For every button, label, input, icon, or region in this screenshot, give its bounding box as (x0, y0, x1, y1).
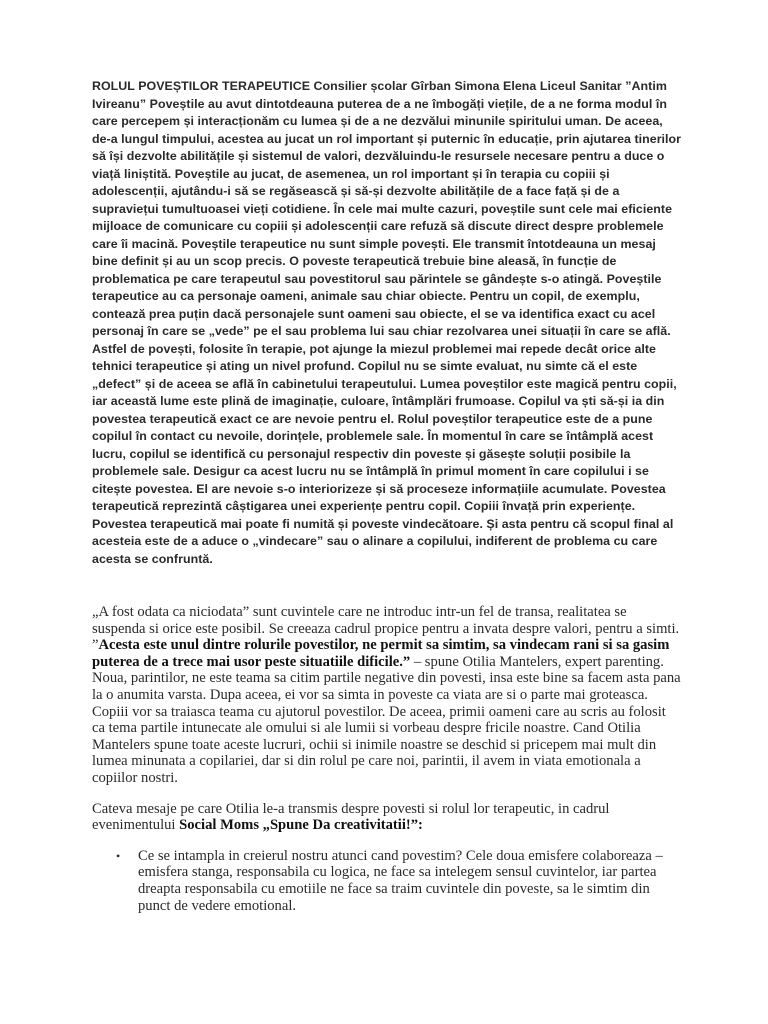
article-paragraph: ROLUL POVEȘTILOR TERAPEUTICE Consilier școlar Gîrban Simona Elena Liceul Sanitar ”Antim Ivireanu” Poveștile au avut dintotdeauna puterea de a ne îmbogăți viețile, de a ne forma modul în care percepem și interacționăm cu lumea și de a ne dezvălui minunile spiritului uman. De aceea, de-a lungul timpului, acestea au jucat un rol important și puternic în educație, prin ajutarea tinerilor să își dezvolte abilitățile și sistemul de valori, dezvăluindu-le resursele necesare pentru a duce o viață liniștită. Poveștile au jucat, de asemenea, un rol important și în terapia cu copiii și adolescenții, ajutându-i să se regăsească și să-și dezvolte abilitățile de a face față și de a supraviețui tumultuoasei vieți cotidiene. În cele mai multe cazuri, poveștile sunt cele mai eficiente mijloace de comunicare cu copiii și adolescenții care refuză să discute direct despre problemele care îi macină. Poveștile terapeutice nu sunt simple povești. Ele transmit întotdeauna un mesaj bine definit și au un scop precis. O poveste terapeutică trebuie bine aleasă, în funcție de problematica pe care terapeutul sau povestitorul sau părintele se gândește s-o atingă. Poveștile terapeutice au ca personaje oameni, animale sau chiar obiecte. Pentru un copil, de exemplu, contează prea puțin dacă personajele sunt oameni sau obiecte, el se va identifica exact cu acel personaj în care se „vede” pe el sau problema lui sau chiar rezolvarea unei situații în care se află. Astfel de povești, folosite în terapie, pot ajunge la miezul problemei mai repede decât orice alte tehnici terapeutice și ating un nivel profund. Copilul nu se simte evaluat, nu simte că el este „defect” și de aceea se află în cabinetului terapeutului. Lumea poveștilor este magică pentru copii, iar această lume este plină de imaginație, culoare, întâmplări frumoase. Copilul va ști să-și ia din povestea terapeutică exact ce are nevoie pentru el. Rolul poveștilor terapeutice este de a pune copilul în contact cu nevoile, dorințele, problemele sale. În momentul în care se întâmplă acest lucru, copilul se identifică cu personajul respectiv din poveste și găsește soluții posibile la problemele sale. Desigur ca acest lucru nu se întâmplă în primul moment în care copilului i se citește povestea. El are nevoie s-o interiorizeze și să proceseze informațiile acumulate. Povestea terapeutică reprezintă câștigarea unei experiențe pentru copil. Copiii învață prin experiențe. Povestea terapeutică mai poate fi numită și poveste vindecătoare. Și asta pentru că scopul final al acesteia este de a aduce o „vindecare” sau o alinare a copilului, indiferent de problema cu care acesta se confruntă. (92, 79, 682, 566)
list-item (92, 848, 682, 914)
quote-paragraph (92, 604, 682, 787)
event-intro-paragraph (92, 801, 682, 834)
quote-body-text: – spune Otilia Mantelers, expert parenting. Noua, parintilor, ne este teama sa citim partile negative din povesti, insa este bine sa facem asta pana la o anumita varsta. Dupa aceea, ei vor sa simta in poveste ca viata are si o parte mai groteasca. Copiii vor sa traiasca teama cu ajutorul povestilor. De aceea, primii oameni care au scris au folosit ca tema partile intunecate ale omului si ale lumii si vorbeau despre fricile noastre. Cand Otilia Mantelers spune toate aceste lucruri, ochii si inimile noastre se deschid si pricepem mai mult din lumea minunata a copilariei, dar si din rolul pe care noi, parintii, il avem in viata emotionala a copiilor nostri. (92, 653, 681, 786)
bullet-icon: • (116, 848, 121, 863)
bullet-text: Ce se intampla in creierul nostru atunci cand povestim? Cele doua emisfere colaboreaza – emisfera stanga, responsabila cu logica, ne face sa intelegem sensul cuvintelor, iar partea dreapta responsabila cu emotiile ne face sa traim cuvintele din poveste, sa le simtim din punct de vedere emotional. (138, 847, 663, 914)
bold-quote: Acesta este unul dintre rolurile povestilor, ne permit sa simtim, sa vindecam rani si sa gasim puterea de a trece mai usor peste situatiile dificile.” (92, 637, 670, 670)
article-section-two (92, 604, 682, 914)
quote-intro-text: „A fost odata ca niciodata” sunt cuvintele care ne introduc intr-un fel de transa, realitatea se suspenda si orice este posibil. Se creeaza cadrul propice pentru a invata despre valori, pentru a simti. ” (92, 604, 680, 654)
event-intro-text: Cateva mesaje pe care Otilia le-a transmis despre povesti si rolul lor terapeutic, in cadrul evenimentului (92, 800, 610, 834)
event-name: Social Moms „Spune Da creativitatii!”: (179, 817, 423, 834)
bullet-list (92, 848, 682, 914)
